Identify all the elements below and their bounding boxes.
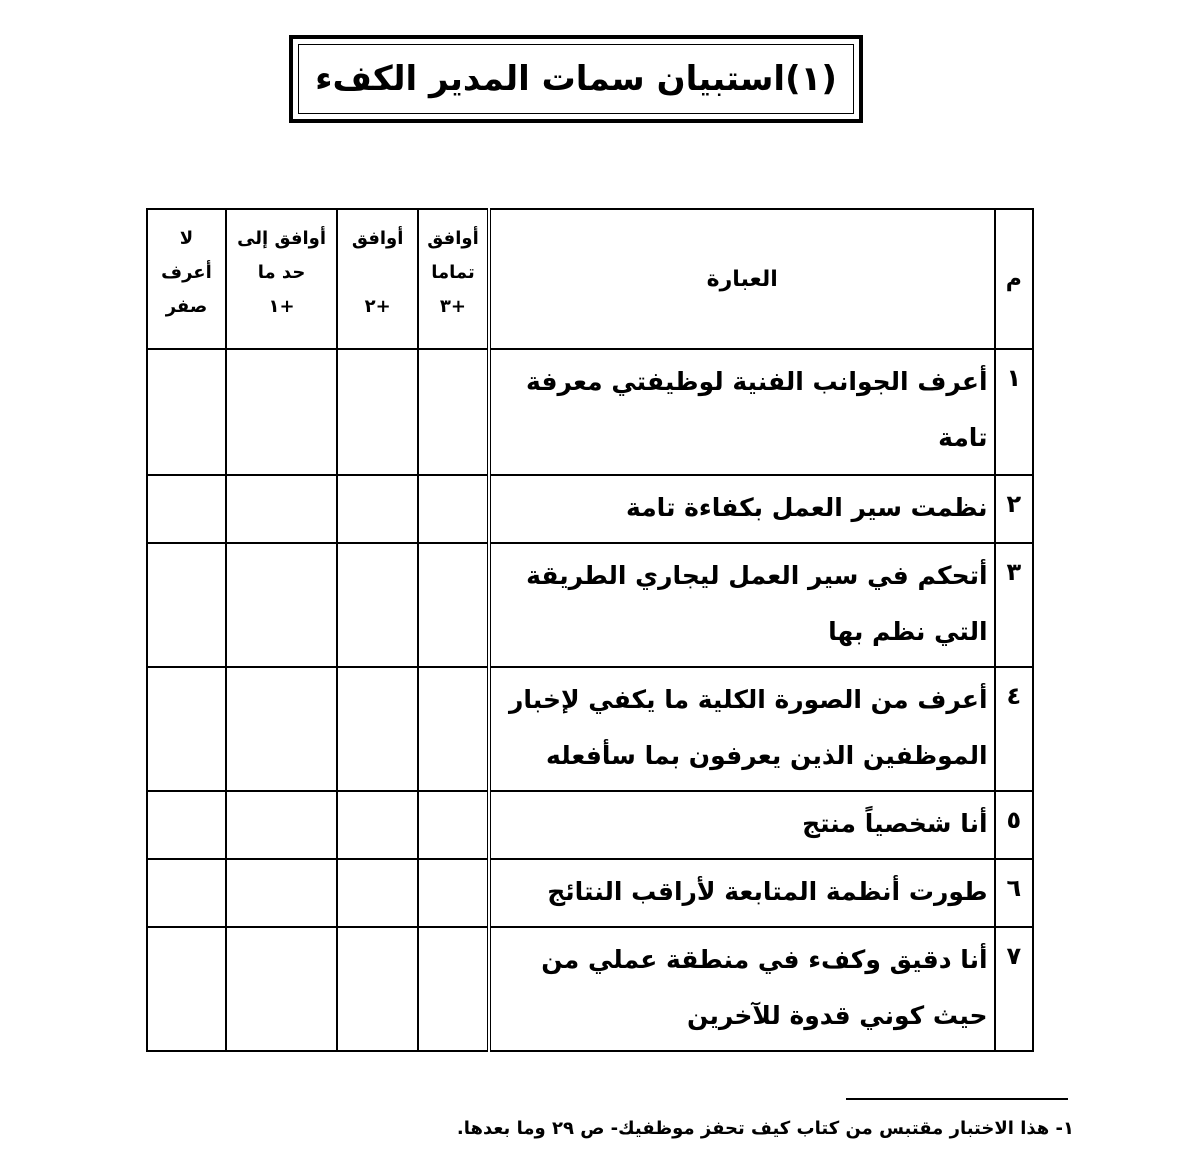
answer-cell-agree-partly[interactable] <box>226 791 337 859</box>
header-line: لا <box>179 228 194 249</box>
table-row <box>147 791 1033 859</box>
answer-cell-dont-know[interactable] <box>147 475 226 543</box>
answer-cell-dont-know[interactable] <box>147 859 226 927</box>
row-number: ٧ <box>995 927 1033 1051</box>
answer-cell-agree-fully[interactable] <box>418 349 489 475</box>
table-row <box>147 667 1033 791</box>
row-statement: أعرف الجوانب الفنية لوظيفتي معرفة تامة <box>489 349 995 475</box>
answer-cell-agree[interactable] <box>337 859 418 927</box>
table-row <box>147 349 1033 475</box>
answer-cell-agree-fully[interactable] <box>418 667 489 791</box>
header-number: م <box>995 209 1033 349</box>
table-row <box>147 543 1033 667</box>
row-statement: أنا دقيق وكفء في منطقة عملي من حيث كوني قدوة للآخرين <box>489 927 995 1051</box>
header-line: أعرف <box>161 262 212 284</box>
answer-cell-agree[interactable] <box>337 543 418 667</box>
answer-cell-agree-partly[interactable] <box>226 859 337 927</box>
answer-cell-agree[interactable] <box>337 475 418 543</box>
table-row <box>147 927 1033 1051</box>
table-row <box>147 859 1033 927</box>
footnote-divider <box>846 1098 1068 1100</box>
header-score: +٢ <box>364 296 391 318</box>
answer-cell-agree-fully[interactable] <box>418 475 489 543</box>
answer-cell-agree-partly[interactable] <box>226 475 337 543</box>
footnote: ١- هذا الاختبار مقتبس من كتاب كيف تحفز موظفيك- ص ٢٩ وما بعدها. <box>456 1118 1074 1139</box>
header-agree-partly <box>226 209 337 349</box>
answer-cell-agree-fully[interactable] <box>418 859 489 927</box>
answer-cell-dont-know[interactable] <box>147 667 226 791</box>
answer-cell-agree-partly[interactable] <box>226 349 337 475</box>
answer-cell-dont-know[interactable] <box>147 543 226 667</box>
answer-cell-agree-partly[interactable] <box>226 543 337 667</box>
row-number: ٥ <box>995 791 1033 859</box>
header-dont-know <box>147 209 226 349</box>
answer-cell-agree[interactable] <box>337 927 418 1051</box>
header-score: صفر <box>165 296 208 318</box>
header-score: +١ <box>268 296 295 318</box>
row-number: ٢ <box>995 475 1033 543</box>
row-statement: أنا شخصياً منتج <box>489 791 995 859</box>
row-statement: أتحكم في سير العمل ليجاري الطريقة التي نظم بها <box>489 543 995 667</box>
row-statement: نظمت سير العمل بكفاءة تامة <box>489 475 995 543</box>
header-agree <box>337 209 418 349</box>
title-box <box>289 35 863 123</box>
answer-cell-agree[interactable] <box>337 791 418 859</box>
table-header-row <box>147 209 1033 349</box>
answer-cell-agree-partly[interactable] <box>226 667 337 791</box>
row-number: ١ <box>995 349 1033 475</box>
header-line: تماما <box>431 262 475 284</box>
row-number: ٣ <box>995 543 1033 667</box>
answer-cell-agree-fully[interactable] <box>418 791 489 859</box>
header-line: أوافق <box>351 228 404 249</box>
row-number: ٤ <box>995 667 1033 791</box>
table-row <box>147 475 1033 543</box>
row-number: ٦ <box>995 859 1033 927</box>
answer-cell-dont-know[interactable] <box>147 791 226 859</box>
answer-cell-agree-partly[interactable] <box>226 927 337 1051</box>
survey-table <box>146 208 1034 1052</box>
header-agree-fully <box>418 209 489 349</box>
answer-cell-dont-know[interactable] <box>147 927 226 1051</box>
answer-cell-agree-fully[interactable] <box>418 543 489 667</box>
answer-cell-dont-know[interactable] <box>147 349 226 475</box>
row-statement: طورت أنظمة المتابعة لأراقب النتائج <box>489 859 995 927</box>
header-line: حد ما <box>257 262 306 284</box>
header-line: أوافق <box>427 228 479 249</box>
answer-cell-agree[interactable] <box>337 667 418 791</box>
page-title: (١)استبيان سمات المدير الكفء <box>315 59 837 99</box>
header-score: +٣ <box>439 296 467 318</box>
header-statement: العبارة <box>489 209 995 349</box>
row-statement: أعرف من الصورة الكلية ما يكفي لإخبار الموظفين الذين يعرفون بما سأفعله <box>489 667 995 791</box>
answer-cell-agree[interactable] <box>337 349 418 475</box>
header-line: أوافق إلى <box>237 228 327 249</box>
header-line <box>338 256 417 290</box>
answer-cell-agree-fully[interactable] <box>418 927 489 1051</box>
